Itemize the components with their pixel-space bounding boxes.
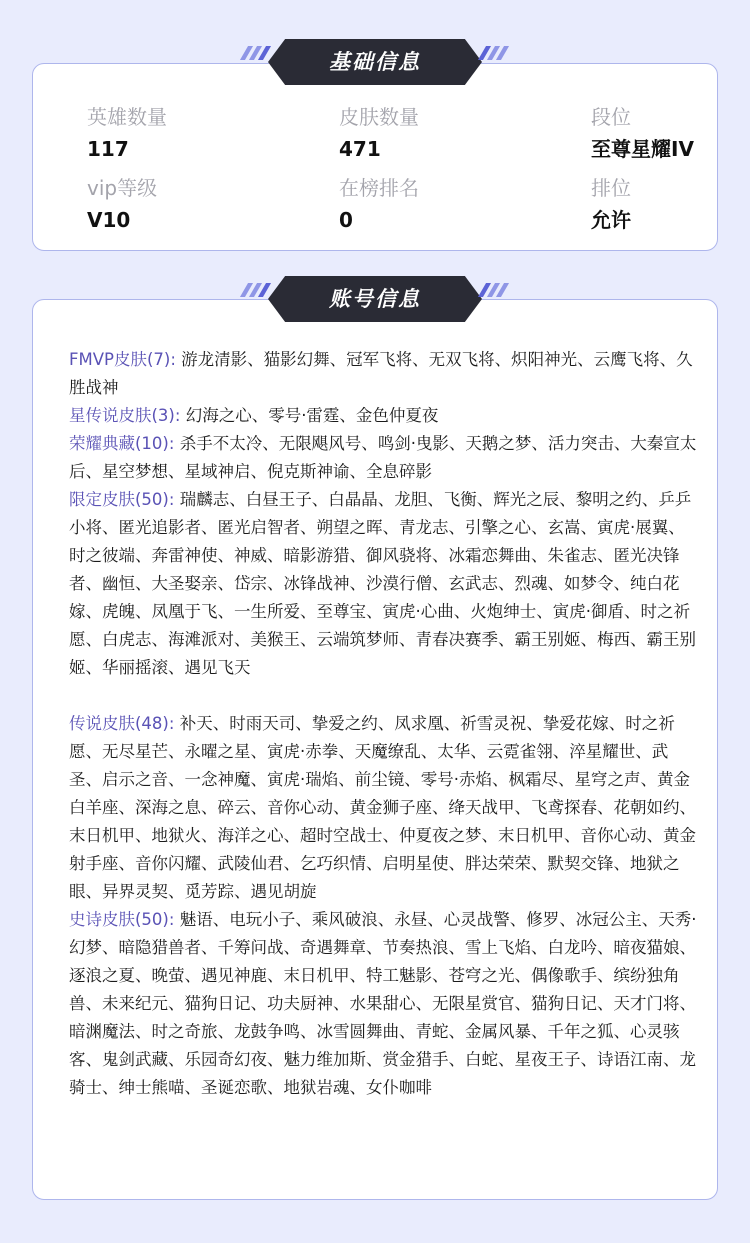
field-value: 至尊星耀IV <box>591 137 694 161</box>
category-label: 限定皮肤(50): <box>69 490 175 509</box>
skin-category-fmvp <box>69 346 699 402</box>
hero-count-field <box>87 104 287 161</box>
category-skins: 幻海之心、零号·雷霆、金色仲夏夜 <box>185 406 439 425</box>
account-info-panel <box>32 299 718 1200</box>
leaderboard-rank-field <box>339 175 539 232</box>
account-info-title: 账号信息 <box>329 287 421 311</box>
field-label: 皮肤数量 <box>339 105 419 129</box>
field-value: 0 <box>339 208 353 232</box>
skin-category-glory-collection <box>69 430 699 486</box>
category-label: 史诗皮肤(50): <box>69 910 175 929</box>
section-gap <box>69 682 699 710</box>
field-label: 排位 <box>591 176 631 200</box>
skin-category-legendary <box>69 710 699 906</box>
field-value: 117 <box>87 137 129 161</box>
category-skins: 杀手不太冷、无限飓风号、鸣剑·曳影、天鹅之梦、活力突击、大秦宣太后、星空梦想、星域神启、倪克斯神谕、全息碎影 <box>69 434 697 481</box>
field-label: 段位 <box>591 105 631 129</box>
field-label: 英雄数量 <box>87 105 167 129</box>
rank-tier-field <box>591 104 750 161</box>
field-value: 允许 <box>591 208 631 232</box>
skin-list <box>69 346 699 1102</box>
basic-info-panel <box>32 63 718 251</box>
category-skins: 游龙清影、猫影幻舞、冠军飞将、无双飞将、炽阳神光、云鹰飞将、久胜战神 <box>69 350 693 397</box>
category-label: 荣耀典藏(10): <box>69 434 175 453</box>
decor-stripes-left <box>240 283 270 315</box>
basic-info-title: 基础信息 <box>329 50 421 74</box>
skin-category-star-legend <box>69 402 699 430</box>
field-label: 在榜排名 <box>339 176 419 200</box>
category-skins: 魅语、电玩小子、乘风破浪、永昼、心灵战警、修罗、冰冠公主、天秀·幻梦、暗隐猎兽者、千筹问战、奇遇舞章、节奏热浪、雪上飞焰、白龙吟、暗夜猫娘、逐浪之夏、晚萤、遇见神鹿、末日机甲、特工魅影、苍穹之光、偶像歌手、缤纷独角兽、未来纪元、猫狗日记、功夫厨神、水果甜心、无限星赏官、猫狗日记、天才门将、暗渊魔法、时之奇旅、龙鼓争鸣、冰雪圆舞曲、青蛇、金属风暴、千年之狐、心灵骇客、鬼剑武藏、乐园奇幻夜、魅力维加斯、赏金猎手、白蛇、星夜王子、诗语江南、龙骑士、绅士熊喵、圣诞恋歌、地狱岩魂、女仆咖啡 <box>69 910 697 1097</box>
skin-category-epic <box>69 906 699 1102</box>
decor-stripes-right <box>480 283 510 315</box>
field-value: 471 <box>339 137 381 161</box>
category-label: 星传说皮肤(3): <box>69 406 181 425</box>
field-label: vip等级 <box>87 176 158 200</box>
category-skins: 瑞麟志、白昼王子、白晶晶、龙胆、飞衡、辉光之辰、黎明之约、乒乒小将、匿光追影者、匿光启智者、朔望之晖、青龙志、引擎之心、玄嵩、寅虎·展翼、时之彼端、奔雷神使、神威、暗影游猎、御风骁将、冰霜恋舞曲、朱雀志、匿光决锋者、幽恒、大圣娶亲、岱宗、冰锋战神、沙漠行僧、玄武志、烈魂、如梦令、纯白花嫁、虎魄、凤凰于飞、一生所爱、至尊宝、寅虎·心曲、火炮绅士、寅虎·御盾、时之祈愿、白虎志、海滩派对、美猴王、云端筑梦师、青春决赛季、霸王别姬、梅西、霸王别姬、华丽摇滚、遇见飞天 <box>69 490 696 677</box>
ranked-allowed-field <box>591 175 750 232</box>
skin-category-limited <box>69 486 699 682</box>
vip-level-field <box>87 175 287 232</box>
decor-stripes-right <box>480 46 510 78</box>
decor-stripes-left <box>240 46 270 78</box>
account-info-header <box>240 276 510 322</box>
category-label: 传说皮肤(48): <box>69 714 175 733</box>
field-value: V10 <box>87 208 131 232</box>
basic-info-header <box>240 39 510 85</box>
category-label: FMVP皮肤(7): <box>69 350 176 369</box>
skin-count-field <box>339 104 539 161</box>
category-skins: 补天、时雨天司、挚爱之约、凤求凰、祈雪灵祝、挚爱花嫁、时之祈愿、无尽星芒、永曜之星、寅虎·赤拳、天魔缭乱、太华、云霓雀翎、淬星耀世、武圣、启示之音、一念神魔、寅虎·瑞焰、前尘镜、零号·赤焰、枫霜尽、星穹之声、黄金白羊座、深海之息、碎云、音你心动、黄金狮子座、绛天战甲、飞鸢探春、花朝如约、末日机甲、地狱火、海洋之心、超时空战士、仲夏夜之梦、末日机甲、音你心动、黄金射手座、音你闪耀、武陵仙君、乞巧织情、启明星使、胖达荣荣、默契交锋、地狱之眼、异界灵契、觅芳踪、遇见胡旋 <box>69 714 696 901</box>
